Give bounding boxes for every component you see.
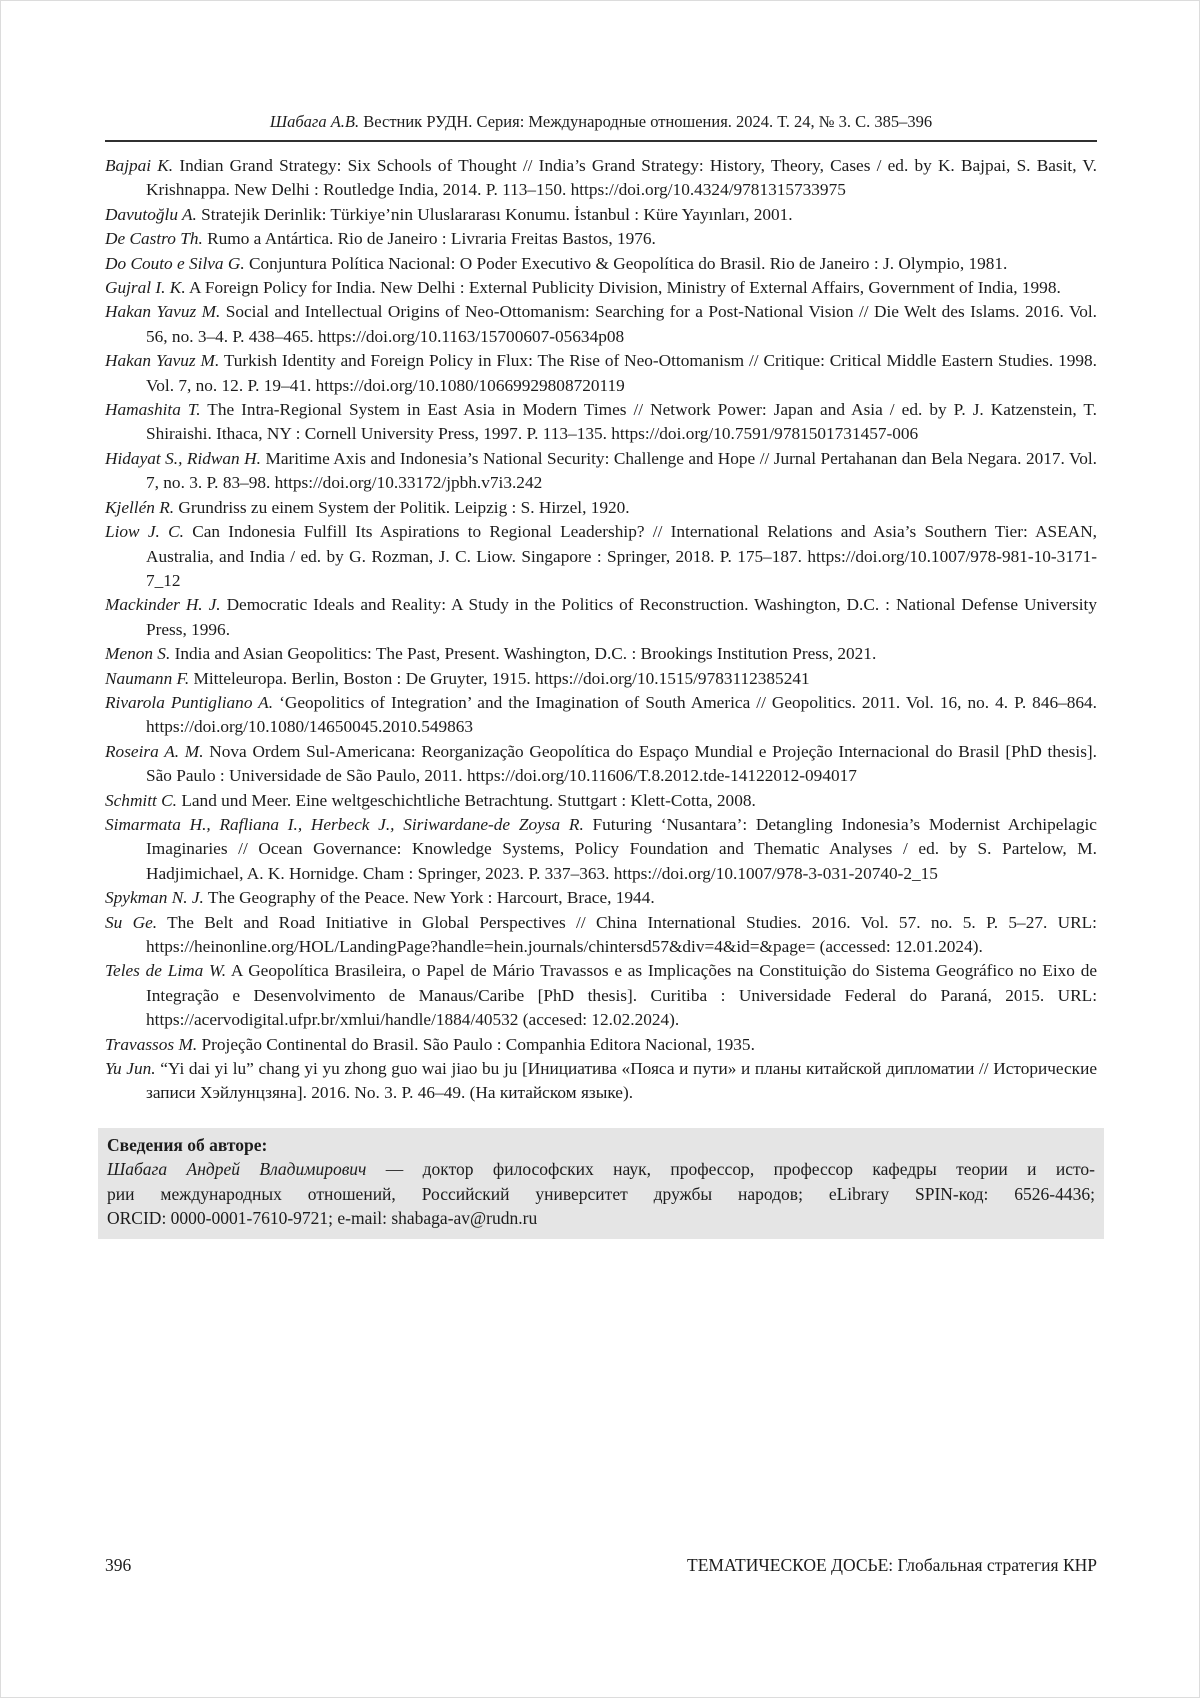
reference-text: Rumo a Antártica. Rio de Janeiro : Livraria Freitas Bastos, 1976. bbox=[202, 229, 656, 249]
reference-authors: Naumann F. bbox=[105, 668, 190, 688]
reference-text: Projeção Continental do Brasil. São Paulo : Companhia Editora Nacional, 1935. bbox=[197, 1034, 755, 1054]
running-header-author: Шабага А.В. bbox=[269, 112, 360, 131]
page-number: 396 bbox=[105, 1555, 132, 1575]
reference-authors: Gujral I. K. bbox=[105, 278, 186, 298]
reference-authors: Yu Jun. bbox=[105, 1059, 156, 1079]
reference-item bbox=[105, 447, 1097, 496]
reference-authors: Menon S. bbox=[105, 644, 171, 664]
reference-text: India and Asian Geopolitics: The Past, Present. Washington, D.C. : Brookings Institution Press, 2021. bbox=[170, 644, 877, 664]
reference-text: Indian Grand Strategy: Six Schools of Thought // India’s Grand Strategy: History, Theory, Cases / ed. by K. Bajpai, S. Basit, V. Krishnappa. New Delhi : Routledge India, 2014. P. 113–150. https://doi.org/10.4324/9781315733975 bbox=[146, 156, 1098, 200]
page-content bbox=[105, 1, 1097, 1239]
reference-authors: Mackinder H. J. bbox=[105, 595, 221, 615]
reference-item bbox=[105, 203, 1097, 227]
reference-item bbox=[105, 398, 1097, 447]
page-footer bbox=[105, 1553, 1097, 1577]
reference-item bbox=[105, 154, 1097, 203]
reference-authors: Kjellén R. bbox=[105, 497, 175, 517]
reference-text: Land und Meer. Eine weltgeschichtliche Betrachtung. Stuttgart : Klett-Cotta, 2008. bbox=[177, 790, 756, 810]
reference-text: Social and Intellectual Origins of Neo-Ottomanism: Searching for a Post-National Vision // Die Welt des Islams. 2016. Vol. 56, no. 3–4. P. 438–465. https://doi.org/10.1163/15700607-05634p08 bbox=[146, 302, 1097, 346]
reference-text: Grundriss zu einem System der Politik. Leipzig : S. Hirzel, 1920. bbox=[174, 497, 630, 517]
reference-authors: De Castro Th. bbox=[105, 229, 203, 249]
reference-text: The Geography of the Peace. New York : Harcourt, Brace, 1944. bbox=[203, 888, 655, 908]
reference-item bbox=[105, 1033, 1097, 1057]
reference-item bbox=[105, 227, 1097, 251]
author-info-line-1 bbox=[107, 1157, 1095, 1182]
reference-text: ‘Geopolitics of Integration’ and the Imagination of South America // Geopolitics. 2011. Vol. 16, no. 4. P. 846–864. https://doi.org/10.1080/14650045.2010.549863 bbox=[146, 692, 1097, 737]
author-info-box bbox=[98, 1128, 1104, 1239]
author-info-line-1-text: — доктор философских наук, профессор, профессор кафедры теории и исто- bbox=[366, 1159, 1095, 1180]
reference-text: Maritime Axis and Indonesia’s National Security: Challenge and Hope // Jurnal Pertahanan dan Bela Negara. 2017. Vol. 7, no. 3. P. 83–98. https://doi.org/10.33172/jpbh.v7i3.242 bbox=[146, 448, 1097, 493]
reference-text: A Geopolítica Brasileira, o Papel de Mário Travassos e as Implicações na Constituição do Sistema Geográfico no Eixo de Integração e Desenvolvimento de Manaus/Caribe [PhD thesis]. Curitiba : Universidade Federal do Paraná, 2015. URL: https://acervodigital.ufpr.br/xmlui/handle/1884/40532 (accesed: 12.02.2024). bbox=[146, 961, 1098, 1030]
reference-authors: Roseira A. M. bbox=[105, 741, 204, 761]
reference-text: Stratejik Derinlik: Türkiye’nin Uluslararası Konumu. İstanbul : Küre Yayınları, 2001. bbox=[196, 204, 793, 224]
reference-text: Mitteleuropa. Berlin, Boston : De Gruyter, 1915. https://doi.org/10.1515/9783112385241 bbox=[189, 668, 810, 688]
reference-authors: Hamashita T. bbox=[105, 400, 201, 420]
reference-text: Futuring ‘Nusantara’: Detangling Indonesia’s Modernist Archipelagic Imaginaries // Ocean Governance: Knowledge Systems, Policy Foundation and Thematic Analyses / ed. by S. Partelow, M. Hadjimichael, A. K. Hornidge. Cham : Springer, 2023. P. 337–363. https://doi.org/10.1007/978-3-031-20740-2_15 bbox=[146, 814, 1097, 883]
reference-item bbox=[105, 593, 1097, 642]
reference-item bbox=[105, 740, 1097, 789]
reference-text: “Yi dai yi lu” chang yi yu zhong guo wai jiao bu ju [Инициатива «Пояса и пути» и планы китайской дипломатии // Исторические записи Хэйлунцзяна]. 2016. No. 3. P. 46–49. (На китайском языке). bbox=[146, 1059, 1097, 1103]
author-info-heading: Сведения об авторе: bbox=[107, 1134, 268, 1155]
author-info-line-2: рии международных отношений, Российский университет дружбы народов; eLibrary SPIN-код: 6526-4436; bbox=[107, 1183, 1095, 1204]
reference-item bbox=[105, 789, 1097, 813]
reference-authors: Hakan Yavuz M. bbox=[105, 351, 220, 371]
reference-text: Can Indonesia Fulfill Its Aspirations to Regional Leadership? // International Relations and Asia’s Southern Tier: ASEAN, Australia, and India / ed. by G. Rozman, J. C. Liow. Singapore : Springer, 2018. P. 175–187. https://doi.org/10.1007/978-981-10-3171-7_12 bbox=[146, 522, 1097, 590]
running-header bbox=[105, 111, 1097, 132]
reference-item bbox=[105, 642, 1097, 666]
reference-list bbox=[105, 154, 1097, 1106]
reference-authors: Travassos M. bbox=[105, 1034, 198, 1054]
reference-item bbox=[105, 691, 1097, 740]
reference-item bbox=[105, 496, 1097, 520]
reference-item bbox=[105, 276, 1097, 300]
footer-section-title: ТЕМАТИЧЕСКОЕ ДОСЬЕ: Глобальная стратегия КНР bbox=[687, 1555, 1097, 1575]
reference-item bbox=[105, 300, 1097, 349]
reference-authors: Rivarola Puntigliano A. bbox=[105, 692, 274, 712]
reference-text: Conjuntura Política Nacional: O Poder Executivo & Geopolítica do Brasil. Rio de Janeiro : J. Olympio, 1981. bbox=[244, 253, 1008, 273]
reference-item bbox=[105, 911, 1097, 960]
reference-authors: Hakan Yavuz M. bbox=[105, 302, 221, 322]
reference-text: Turkish Identity and Foreign Policy in Flux: The Rise of Neo-Ottomanism // Critique: Critical Middle Eastern Studies. 1998. Vol. 7, no. 12. P. 19–41. https://doi.org/10.1080/10669929808720119 bbox=[146, 351, 1097, 395]
reference-authors: Bajpai K. bbox=[105, 156, 174, 175]
reference-authors: Hidayat S., Ridwan H. bbox=[105, 448, 261, 468]
reference-text: Nova Ordem Sul-Americana: Reorganização Geopolítica do Espaço Mundial e Projeção Internacional do Brasil [PhD thesis]. São Paulo : Universidade de São Paulo, 2011. https://doi.org/10.11606/T.8.2012.tde-14122012-094017 bbox=[146, 741, 1097, 786]
header-rule bbox=[105, 140, 1097, 142]
running-header-title: Вестник РУДН. Серия: Международные отношения. 2024. Т. 24, № 3. С. 385–396 bbox=[359, 112, 933, 131]
reference-text: A Foreign Policy for India. New Delhi : External Publicity Division, Ministry of External Affairs, Government of India, 1998. bbox=[185, 278, 1061, 298]
reference-authors: Teles de Lima W. bbox=[105, 961, 227, 981]
author-info-line-3: ORCID: 0000-0001-7610-9721; e-mail: shabaga-av@rudn.ru bbox=[107, 1208, 538, 1229]
reference-authors: Simarmata H., Rafliana I., Herbeck J., Siriwardane-de Zoysa R. bbox=[105, 814, 584, 834]
reference-item bbox=[105, 667, 1097, 691]
reference-authors: Spykman N. J. bbox=[105, 888, 204, 908]
author-name: Шабага Андрей Владимирович bbox=[107, 1159, 367, 1180]
reference-item bbox=[105, 886, 1097, 910]
reference-authors: Schmitt C. bbox=[105, 790, 178, 810]
reference-item bbox=[105, 252, 1097, 276]
reference-item bbox=[105, 813, 1097, 886]
reference-text: Democratic Ideals and Reality: A Study in the Politics of Reconstruction. Washington, D.C. : National Defense University Press, 1996. bbox=[146, 595, 1097, 639]
reference-text: The Belt and Road Initiative in Global Perspectives // China International Studies. 2016. Vol. 57. no. 5. P. 5–27. URL: https://heinonline.org/HOL/LandingPage?handle=hein.journals/chintersd57&div=4&id=&page= (accessed: 12.01.2024). bbox=[146, 912, 1097, 956]
reference-authors: Su Ge. bbox=[105, 912, 158, 932]
reference-authors: Davutoğlu A. bbox=[105, 204, 197, 224]
reference-item bbox=[105, 520, 1097, 593]
reference-item bbox=[105, 1057, 1097, 1106]
reference-authors: Do Couto e Silva G. bbox=[105, 253, 245, 273]
reference-text: The Intra-Regional System in East Asia in Modern Times // Network Power: Japan and Asia / ed. by P. J. Katzenstein, T. Shiraishi. Ithaca, NY : Cornell University Press, 1997. P. 113–135. https://doi.org/10.7591/9781501731457-006 bbox=[146, 400, 1097, 444]
reference-authors: Liow J. C. bbox=[105, 522, 184, 542]
reference-item bbox=[105, 349, 1097, 398]
reference-item bbox=[105, 959, 1097, 1032]
